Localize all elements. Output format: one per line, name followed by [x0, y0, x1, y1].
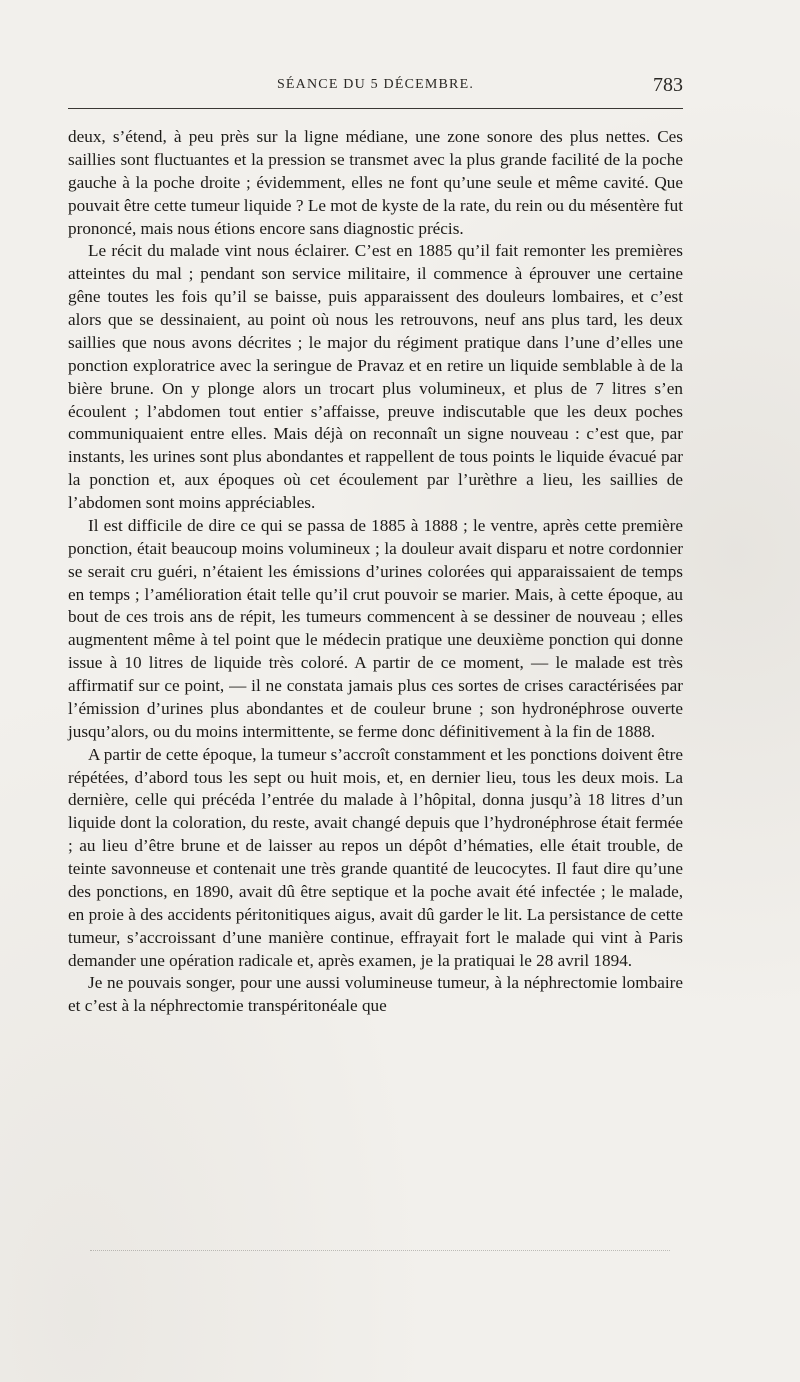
bottom-divider	[90, 1250, 670, 1251]
running-title: SÉANCE DU 5 DÉCEMBRE.	[276, 77, 475, 92]
paragraph: Il est difficile de dire ce qui se passa de 1885 à 1888 ; le ventre, après cette première ponction, était beaucoup moins volumineux ; la douleur avait disparu et notre cordonnier se serait cru guéri, n’étaient les émissions d’urines colorées qui apparaissaient de temps en temps ; l’amélioration était telle qu’il crut pouvoir se marier. Mais, à cette époque, au bout de ces trois ans de répit, les tumeurs commencent à se dessiner de nouveau ; elles augmentent même à tel point que le médecin pratique une deuxième ponction qui donne issue à 10 litres de liquide très coloré. A partir de ce moment, — le malade est très affirmatif sur ce point, — il ne constata jamais plus ces sortes de crises caractérisées par l’émission d’urines plus abondantes et de couleur brune ; son hydronéphrose ouverte jusqu’alors, ou du moins intermittente, se ferme donc définitivement à la fin de 1888.	[68, 515, 683, 741]
header-rule	[68, 108, 683, 109]
page-header	[68, 74, 683, 100]
paragraph: deux, s’étend, à peu près sur la ligne médiane, une zone sonore des plus nettes. Ces saillies sont fluctuantes et la pression se transmet avec la plus grande facilité de la poche gauche à la poche droite ; évidemment, elles ne font qu’une seule et même cavité. Que pouvait être cette tumeur liquide ? Le mot de kyste de la rate, du rein ou du mésentère fut prononcé, mais nous étions encore sans diagnostic précis.	[68, 127, 683, 238]
page-number: 783	[653, 74, 683, 96]
paragraph: Le récit du malade vint nous éclairer. C’est en 1885 qu’il fait remonter les premières atteintes du mal ; pendant son service militaire, il commence à éprouver une certaine gêne toutes les fois qu’il se baisse, puis apparaissent des douleurs lombaires, et c’est alors que se dessinaient, au point où nous les retrouvons, neuf ans plus tard, les deux saillies que nous avons décrites ; le major du régiment pratique dans l’une d’elles une ponction exploratrice avec la seringue de Pravaz et en retire un liquide semblable à de la bière brune. On y plonge alors un trocart plus volumineux, et plus de 7 litres s’en écoulent ; l’abdomen tout entier s’affaisse, preuve indiscutable que les deux poches communiquaient entre elles. Mais déjà on reconnaît un signe nouveau : c’est que, par instants, les urines sont plus abondantes et rappellent de tous points le liquide évacué par la ponction et, aux époques où cet écoulement par l’urèthre a lieu, les saillies de l’abdomen sont moins appréciables.	[68, 241, 683, 512]
paragraph: Je ne pouvais songer, pour une aussi volumineuse tumeur, à la néphrectomie lombaire et c’est à la néphrectomie transpéritonéale que	[68, 973, 683, 1016]
paragraph: A partir de cette époque, la tumeur s’accroît constamment et les ponctions doivent être répétées, d’abord tous les sept ou huit mois, et, en dernier lieu, tous les deux mois. La dernière, celle qui précéda l’entrée du malade à l’hôpital, donna jusqu’à 18 litres d’un liquide dont la coloration, du reste, avait changé depuis que l’hydronéphrose était fermée ; au lieu d’être brune et de laisser au repos un dépôt d’hématies, elle était trouble, de teinte savonneuse et contenait une très grande quantité de leucocytes. Il faut dire qu’une des ponctions, en 1890, avait dû être septique et la poche avait été infectée ; le malade, en proie à des accidents péritonitiques aigus, avait dû garder le lit. La persistance de cette tumeur, s’accroissant d’une manière continue, effrayait fort le malade qui vint à Paris demander une opération radicale et, après examen, je la pratiquai le 28 avril 1894.	[68, 744, 683, 970]
body-text	[68, 126, 683, 1018]
